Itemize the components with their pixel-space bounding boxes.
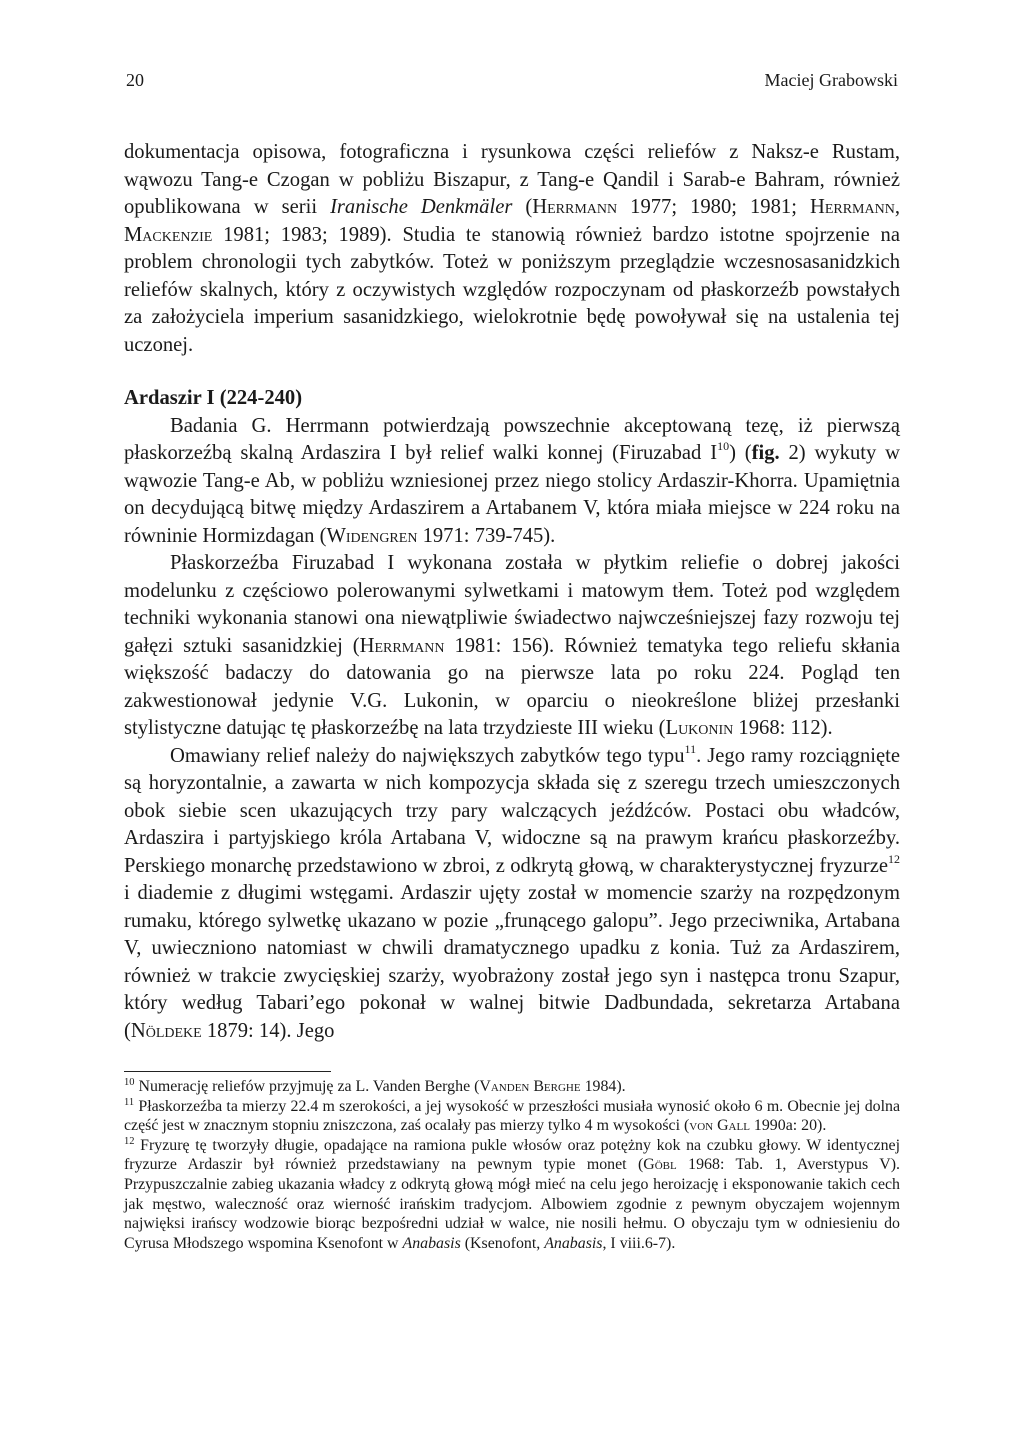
section-heading: Ardaszir I (224-240) [124,387,303,409]
text-run: Płaskorzeźba ta mierzy 22.4 m szerokości, a jej wysokość w przeszłości musiała wynosić około 6 m. Obecnie jej dolna część jest w znacznym stopniu zniszczona, zaś ocalały pas mierzy tylko 4 m wysokości ( [124,1097,900,1135]
citation-author: Herrmann [359,634,445,657]
text-run: 1981: 156). Również tematyka tego reliefu skłania większość badaczy do datowania go na pierwsze lata po roku 224. Pogląd ten zakwestionował jedynie V.G. Lukonin, w oparciu o nieokreślone bliżej przesłanki stylistyczne datując tę płaskorzeźbę na lata trzydzieste III wieku ( [124,634,900,739]
text-run: Numerację reliefów przyjmuję za L. Vanden Berghe ( [134,1078,480,1095]
footnotes [124,1077,900,1253]
text-run: Fryzurę tę tworzyły długie, opadające na ramiona pukle włosów oraz potężny kok na czubku głowy. W identycznej fryzurze Ardaszir był również przedstawiany na pewnym typie monet ( [124,1136,900,1174]
footnote-number: 10 [124,1077,135,1088]
citation-author: Göbl [643,1156,677,1174]
citation-author: Widengren [326,524,418,547]
page-number: 20 [126,70,144,90]
running-header-author: Maciej Grabowski [764,70,898,90]
text-run: 1879: 14). Jego [201,1019,335,1042]
text-run: i diademie z długimi wstęgami. Ardaszir ujęty został w momencie szarży na rozpędzonym rumaku, którego sylwetkę ukazano w pozie „frunącego galopu”. Jego przeciwnika, Artabana V, uwieczniono natomiast w chwili dramatycznego upadku z konia. Tuż za Ardaszirem, również w trakcie zwycięskiej szarży, wyobrażony został jego syn i następca tronu Szapur, który według Tabari’ego pokonał w walnej bitwie Dadbundada, sekretarza Artabana ( [124,882,900,1042]
text-run: 1968: 112). [733,717,833,739]
citation-author: Herrmann [809,196,895,218]
citation-author: Herrmann [532,196,618,218]
work-title: Anabasis [402,1234,461,1252]
citation-author: Nöldeke [130,1019,202,1042]
running-header [126,70,898,94]
footnote-number: 12 [124,1135,135,1147]
footnote-ref-12: 12 [888,851,900,866]
citation-author: von Gall [689,1117,750,1135]
paragraph-1 [124,139,900,359]
paragraph-4 [124,743,900,1046]
text-run: 1990a: 20). [749,1117,827,1135]
footnote-12 [124,1136,900,1254]
text-run: (Ksenofont, [460,1234,545,1252]
text-run: 1968: Tab. 1, Averstypus V). Przypuszczalnie zabieg ukazania władcy z odkrytą głową mógł mieć na celu jego heroizację i eksponowanie takich cech jak męstwo, waleczność oraz wierność irańskim tradycjom. Albowiem zgodnie z pewnym obyczajem wojennym najwięksi irańscy wodzowie biorąc bezpośredni udział w walce, nie nosili hełmu. O obyczaju tym w odniesieniu do Cyrusa Młodszego wspomina Ksenofont w [124,1156,900,1252]
text-run: ) ( [729,442,752,464]
text-run: , I viii.6-7). [602,1234,676,1252]
text-run: Omawiany relief należy do największych zabytków tego typu [170,744,685,767]
footnote-ref-11: 11 [684,741,697,756]
citation-author: Mackenzie [124,223,213,246]
text-run: , [894,196,900,218]
text-run: Płaskorzeźba Firuzabad I wykonana została w płytkim reliefie o dobrej jakości modelunku z częściowo polerowanymi sylwetkami i matowym tłem. Toteż pod względem techniki wykonania stanowi ona niewątpliwie świadectwo najwcześniejszej fazy rozwoju tej gałęzi sztuki sasanidzkiej ( [124,552,900,657]
text-run: 2) wykuty w wąwozie Tang-e Ab, w pobliżu wzniesionej przez niego stolicy Ardaszir-Khorra. Upamiętnia on decydującą bitwę między Ardaszirem a Artabanem V, która miała miejsce w 224 roku na równinie Hormizdagan ( [124,442,900,547]
text-run: . Jego ramy rozciągnięte są horyzontalnie, a zawarta w nich kompozycja składa się z szeregu trzech umieszczonych obok siebie scen ukazujących trzy pary walczących jeźdźców. Postaci obu władców, Ardaszira i partyjskiego króla Artabana V, widoczne są na prawym krańcu płaskorzeźby. Perskiego monarchę przedstawiono w zbroi, z odkrytą głową, w charakterystycznej fryzurze [124,744,900,877]
footnote-10 [124,1077,900,1097]
text-run: 1971: 739-745). [417,524,556,547]
citation-author: Vanden Berghe [479,1078,581,1095]
text-run: 1984). [580,1078,626,1095]
text-run: 1977; 1980; 1981; [617,196,810,218]
footnote-ref-10: 10 [717,439,730,453]
figure-ref: fig. [751,442,780,464]
text-run: Badania G. Herrmann potwierdzają powszechnie akceptowaną tezę, iż pierwszą płaskorzeźbą skalną Ardaszira I był relief walki konnej (Firuzabad I [124,414,900,464]
text-run: ( [512,196,533,218]
main-text [124,139,900,1045]
footnote-11 [124,1097,900,1136]
work-title: Anabasis [544,1234,603,1252]
series-title: Iranische Denkmäler [330,196,513,218]
paragraph-3 [124,550,900,743]
footnote-number: 11 [124,1096,135,1108]
text-run: dokumentacja opisowa, fotograficzna i rysunkowa części reliefów z Naksz-e Rustam, wąwozu Tang-e Czogan w pobliżu Biszapur, z Tang-e Qandil i Sarab-e Bahram, również opublikowana w serii [124,141,900,218]
paragraph-2 [124,413,900,551]
citation-author: Lukonin [665,717,734,739]
footnote-separator [124,1071,331,1072]
text-run: 1981; 1983; 1989). Studia te stanowią również bardzo istotne spojrzenie na problem chronologii tych zabytków. Toteż w poniższym przeglądzie wczesnosasanidzkich reliefów skalnych, który z oczywistych względów rozpoczynam od płaskorzeźb powstałych za założyciela imperium sasanidzkiego, wielokrotnie będę powoływał się na ustalenia tej uczonej. [124,223,900,356]
